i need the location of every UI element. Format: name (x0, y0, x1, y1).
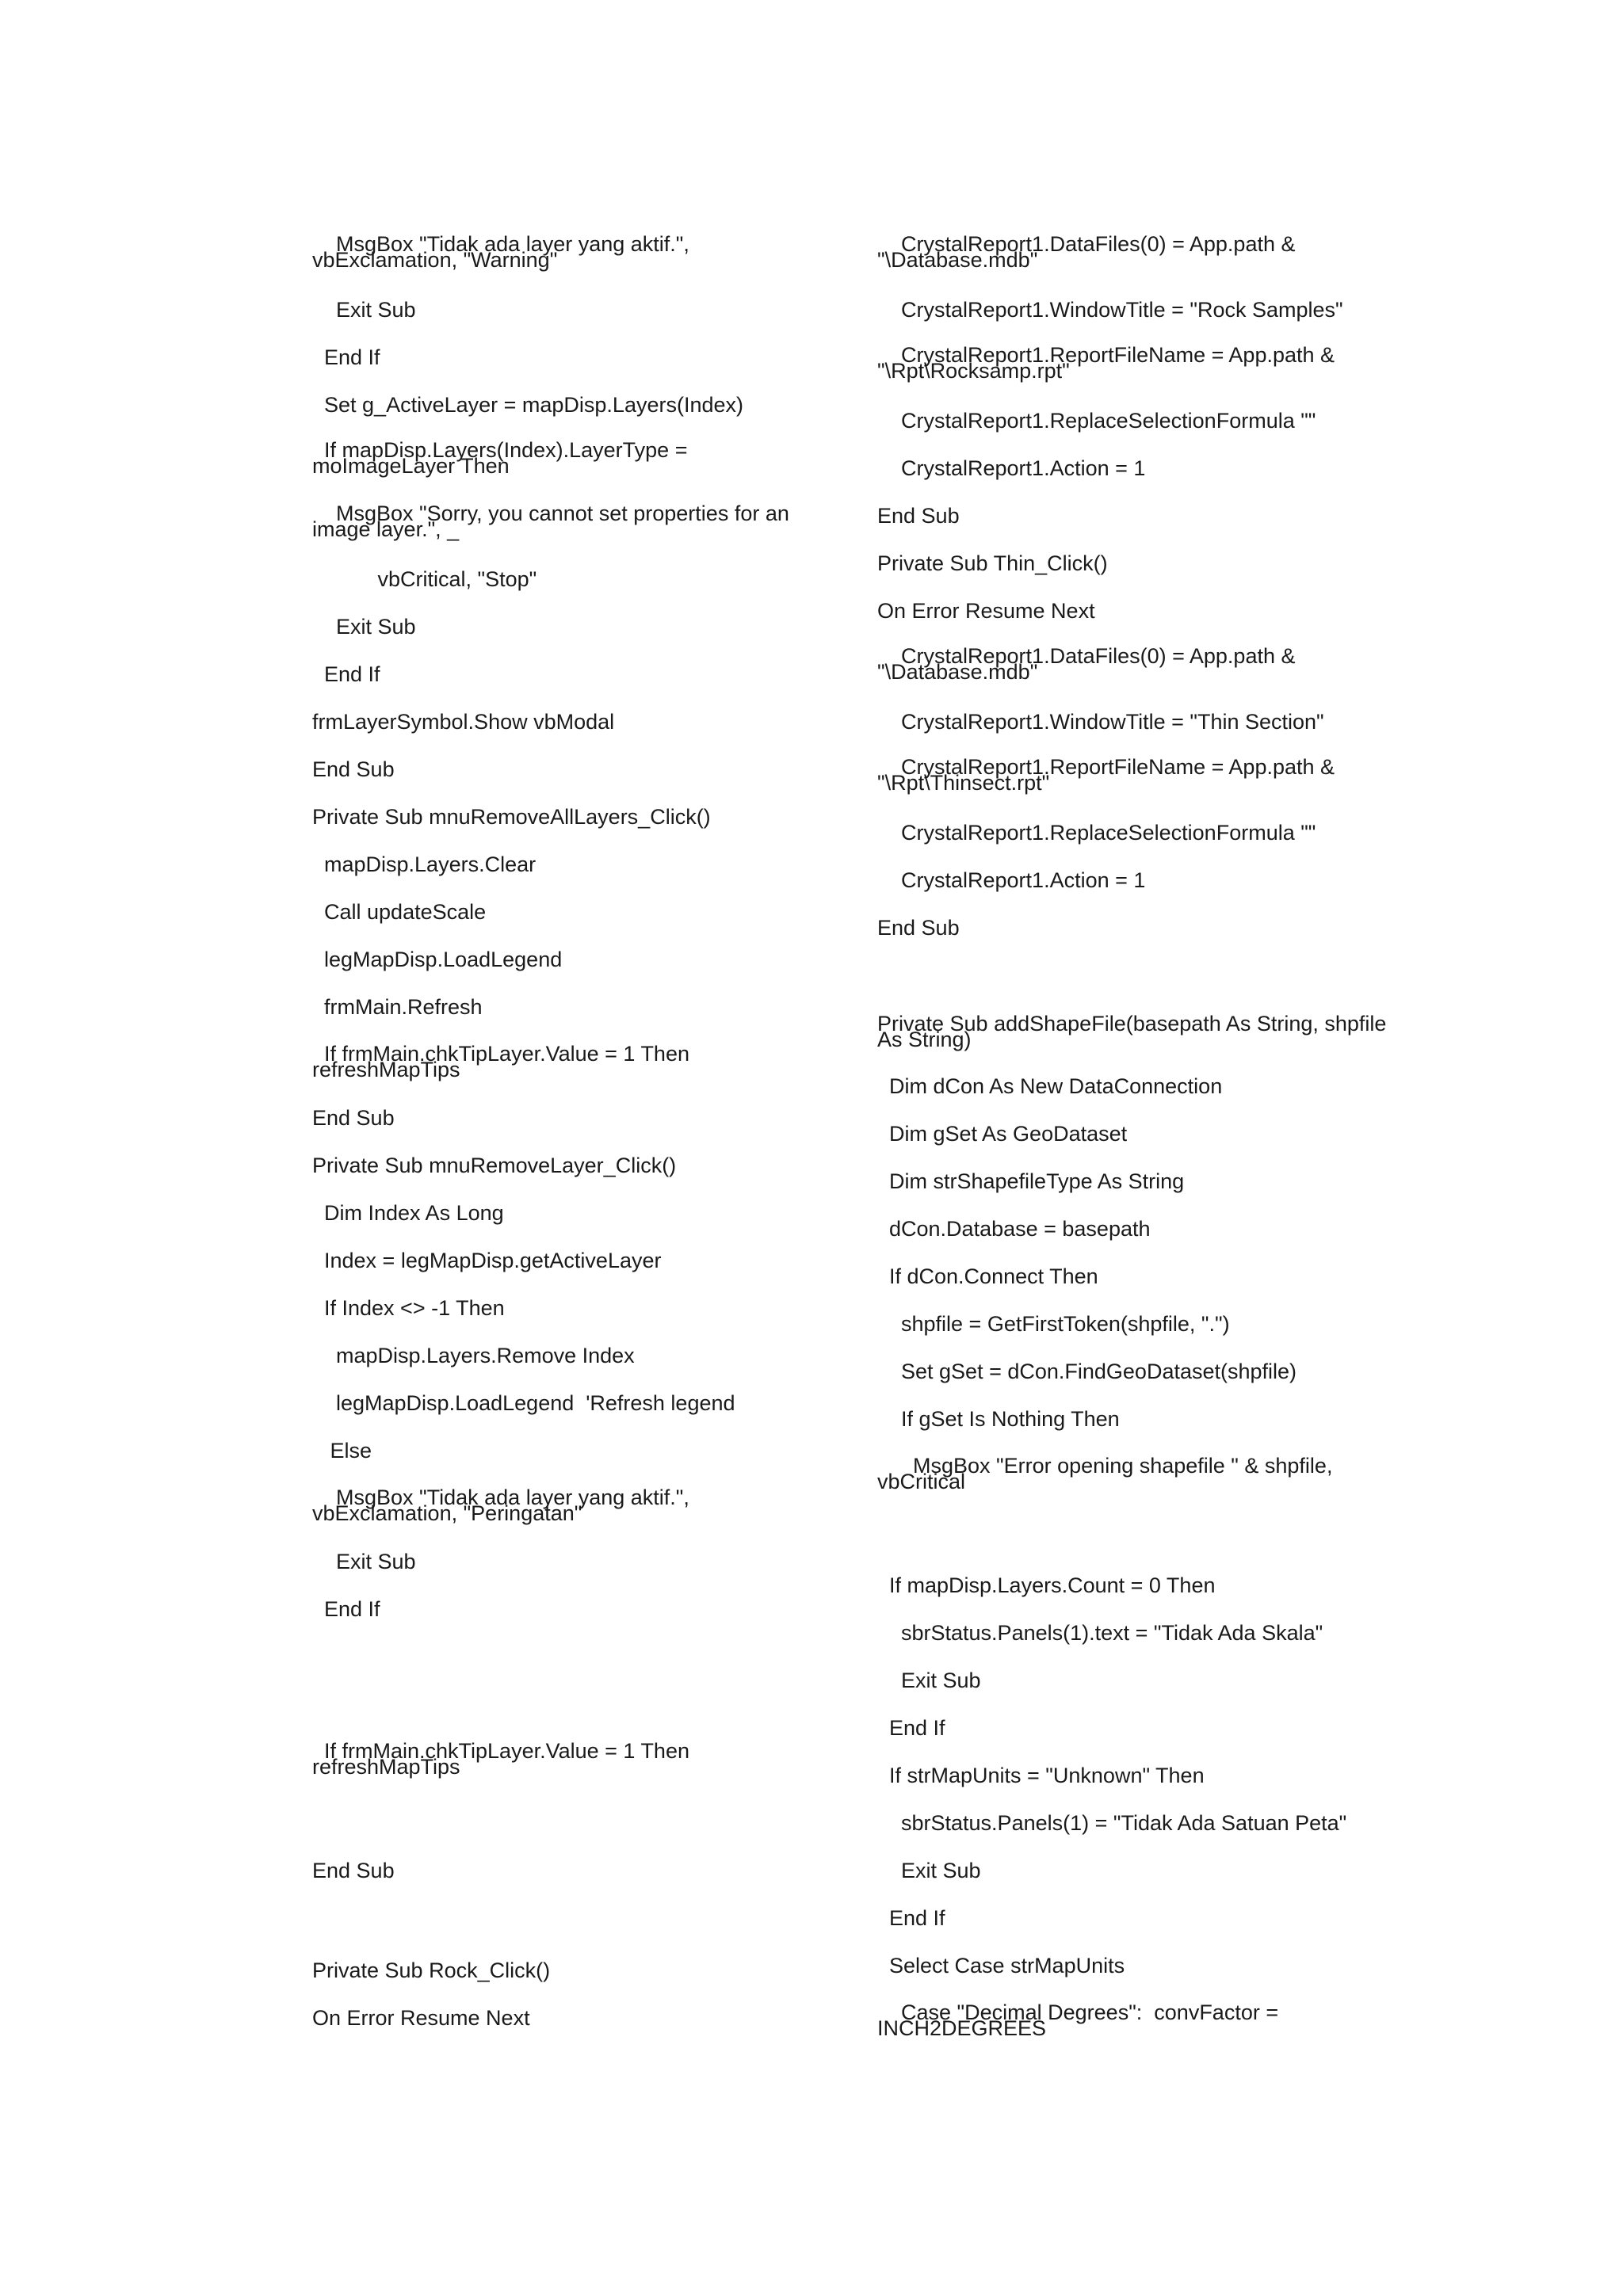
code-line: CrystalReport1.Action = 1 (877, 456, 1146, 480)
code-line: CrystalReport1.ReplaceSelectionFormula "" (877, 821, 1316, 845)
code-line: Private Sub Thin_Click() (877, 551, 1108, 575)
code-line: On Error Resume Next (312, 2006, 530, 2030)
code-line: If frmMain.chkTipLayer.Value = 1 Then refreshMapTips (312, 1739, 689, 1779)
code-line: mapDisp.Layers.Remove Index (312, 1344, 635, 1367)
code-line: shpfile = GetFirstToken(shpfile, ".") (877, 1312, 1230, 1336)
code-line: End If (877, 1906, 945, 1930)
code-line: CrystalReport1.Action = 1 (877, 868, 1146, 892)
code-line: If Index <> -1 Then (312, 1296, 505, 1320)
code-line: MsgBox "Sorry, you cannot set properties for an image layer.", _ (312, 502, 789, 541)
code-line: Set g_ActiveLayer = mapDisp.Layers(Index) (312, 393, 744, 417)
code-line: Exit Sub (877, 1859, 981, 1882)
code-line: Exit Sub (312, 1550, 416, 1573)
code-line: CrystalReport1.ReportFileName = App.path & "\Rpt\Rocksamp.rpt" (877, 343, 1335, 383)
code-column-right (877, 0, 1448, 2296)
code-line: If frmMain.chkTipLayer.Value = 1 Then refreshMapTips (312, 1042, 689, 1081)
code-line: If strMapUnits = "Unknown" Then (877, 1764, 1205, 1787)
code-line: Private Sub Rock_Click() (312, 1958, 551, 1982)
code-line: If mapDisp.Layers.Count = 0 Then (877, 1573, 1216, 1597)
code-line: legMapDisp.LoadLegend 'Refresh legend (312, 1391, 735, 1415)
code-line: legMapDisp.LoadLegend (312, 948, 563, 971)
code-line: CrystalReport1.DataFiles(0) = App.path & "\Database.mdb" (877, 232, 1296, 272)
code-line: frmMain.Refresh (312, 995, 483, 1019)
code-line: Else (312, 1439, 372, 1463)
code-line: If mapDisp.Layers(Index).LayerType = moImageLayer Then (312, 438, 688, 478)
code-line: Dim strShapefileType As String (877, 1169, 1185, 1193)
code-line: End If (312, 1597, 380, 1621)
code-line: Index = legMapDisp.getActiveLayer (312, 1249, 662, 1272)
code-line: MsgBox "Error opening shapefile " & shpfile, vbCritical (877, 1454, 1333, 1493)
code-line: CrystalReport1.WindowTitle = "Rock Samples" (877, 298, 1343, 322)
code-line: mapDisp.Layers.Clear (312, 852, 537, 876)
code-line: If dCon.Connect Then (877, 1264, 1098, 1288)
code-line: Select Case strMapUnits (877, 1954, 1125, 1978)
code-line: On Error Resume Next (877, 599, 1095, 623)
code-line: MsgBox "Tidak ada layer yang aktif.", vbExclamation, "Peringatan" (312, 1486, 689, 1525)
code-line: Exit Sub (312, 298, 416, 322)
code-line: CrystalReport1.ReportFileName = App.path & "\Rpt\Thinsect.rpt" (877, 755, 1335, 795)
code-line: Exit Sub (877, 1669, 981, 1692)
code-line: If gSet Is Nothing Then (877, 1407, 1120, 1431)
code-line: Exit Sub (312, 615, 416, 639)
code-line: Dim Index As Long (312, 1201, 504, 1225)
code-line: Case "Decimal Degrees": convFactor = INCH2DEGREES (877, 2000, 1279, 2040)
code-line: End Sub (312, 1859, 395, 1882)
code-line: vbCritical, "Stop" (312, 567, 537, 591)
code-line: MsgBox "Tidak ada layer yang aktif.", vbExclamation, "Warning" (312, 232, 689, 272)
code-line: Set gSet = dCon.FindGeoDataset(shpfile) (877, 1360, 1297, 1383)
code-line: End Sub (312, 757, 395, 781)
code-line: CrystalReport1.ReplaceSelectionFormula "" (877, 409, 1316, 433)
code-line: End If (312, 345, 380, 369)
code-line: Dim gSet As GeoDataset (877, 1122, 1128, 1146)
code-line: End If (877, 1716, 945, 1740)
code-line: End If (312, 662, 380, 686)
code-line: Private Sub mnuRemoveLayer_Click() (312, 1154, 677, 1177)
code-line: frmLayerSymbol.Show vbModal (312, 710, 615, 734)
code-line: CrystalReport1.DataFiles(0) = App.path & "\Database.mdb" (877, 644, 1296, 684)
code-line: sbrStatus.Panels(1).text = "Tidak Ada Skala" (877, 1621, 1323, 1645)
code-line: Private Sub mnuRemoveAllLayers_Click() (312, 805, 711, 829)
code-line: End Sub (877, 916, 960, 940)
code-line: sbrStatus.Panels(1) = "Tidak Ada Satuan Peta" (877, 1811, 1347, 1835)
code-column-left (312, 0, 883, 2296)
code-line: Call updateScale (312, 900, 487, 924)
code-line: Dim dCon As New DataConnection (877, 1074, 1223, 1098)
code-line: End Sub (877, 504, 960, 528)
code-line: Private Sub addShapeFile(basepath As String, shpfile As String) (877, 1012, 1387, 1051)
code-line: dCon.Database = basepath (877, 1217, 1151, 1241)
code-line: CrystalReport1.WindowTitle = "Thin Section" (877, 710, 1324, 734)
code-line: End Sub (312, 1106, 395, 1130)
